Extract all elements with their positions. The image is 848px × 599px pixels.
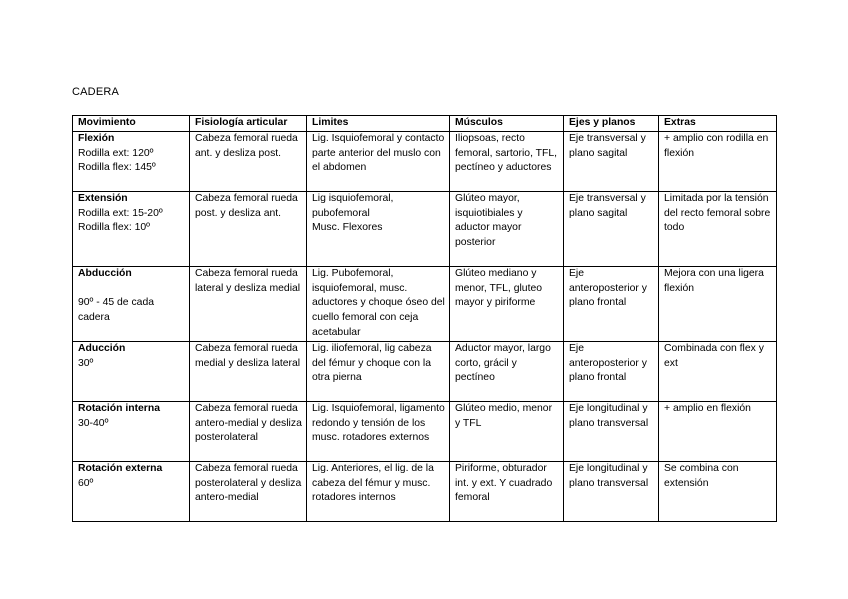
header-ejes: Ejes y planos [564, 116, 659, 132]
cell-movimiento [73, 341, 190, 401]
cell-limites: Lig. Isquiofemoral, ligamento redondo y tensión de los musc. rotadores externos [307, 401, 450, 461]
cell-extras: + amplio con rodilla en flexión [659, 131, 777, 191]
cell-ejes: Eje anteroposterior y plano frontal [564, 266, 659, 341]
movement-range: Rodilla flex: 10º [78, 222, 150, 234]
movement-range: Rodilla ext: 120º [78, 147, 154, 159]
header-limites: Limites [307, 116, 450, 132]
cell-extras: + amplio en flexión [659, 401, 777, 461]
movement-range: 90º - 45 de cada cadera [78, 297, 155, 324]
header-musculos: Músculos [450, 116, 564, 132]
cell-ejes: Eje longitudinal y plano transversal [564, 461, 659, 521]
hip-movements-table [72, 115, 777, 522]
table-row-extension [73, 191, 777, 266]
document-title: CADERA [72, 86, 120, 98]
movement-range: Rodilla ext: 15-20º [78, 207, 163, 219]
cell-fisiologia: Cabeza femoral rueda post. y desliza ant. [190, 191, 307, 266]
cell-musculos: Piriforme, obturador int. y ext. Y cuadrado femoral [450, 461, 564, 521]
cell-limites: Lig. Isquiofemoral y contacto parte anterior del muslo con el abdomen [307, 131, 450, 191]
cell-fisiologia: Cabeza femoral rueda antero-medial y desliza posterolateral [190, 401, 307, 461]
cell-ejes: Eje longitudinal y plano transversal [564, 401, 659, 461]
cell-musculos: Aductor mayor, largo corto, grácil y pectíneo [450, 341, 564, 401]
header-extras: Extras [659, 116, 777, 132]
cell-movimiento [73, 266, 190, 341]
cell-musculos: Glúteo mayor, isquiotibiales y aductor mayor posterior [450, 191, 564, 266]
cell-ejes: Eje anteroposterior y plano frontal [564, 341, 659, 401]
cell-fisiologia: Cabeza femoral rueda lateral y desliza medial [190, 266, 307, 341]
cell-movimiento [73, 191, 190, 266]
movement-name: Flexión [78, 132, 115, 144]
table-row-aduccion [73, 341, 777, 401]
movement-range: 30-40º [78, 417, 109, 429]
cell-limites: Lig. iliofemoral, lig cabeza del fémur y choque con la otra pierna [307, 341, 450, 401]
cell-limites: Lig. Anteriores, el lig. de la cabeza del fémur y musc. rotadores internos [307, 461, 450, 521]
cell-movimiento [73, 131, 190, 191]
blank-line [78, 282, 185, 297]
cell-extras: Limitada por la tensión del recto femoral sobre todo [659, 191, 777, 266]
header-movimiento: Movimiento [73, 116, 190, 132]
cell-limites: Lig. Pubofemoral, isquiofemoral, musc. aductores y choque óseo del cuello femoral con ceja acetabular [307, 266, 450, 341]
cell-fisiologia: Cabeza femoral rueda medial y desliza lateral [190, 341, 307, 401]
cell-ejes: Eje transversal y plano sagital [564, 131, 659, 191]
movement-name: Aducción [78, 342, 126, 354]
cell-movimiento [73, 401, 190, 461]
table-row-rotacion-externa [73, 461, 777, 521]
cell-ejes: Eje transversal y plano sagital [564, 191, 659, 266]
cell-musculos: Glúteo mediano y menor, TFL, gluteo mayor y piriforme [450, 266, 564, 341]
limites-line: Musc. Flexores [312, 222, 383, 234]
cell-extras: Se combina con extensión [659, 461, 777, 521]
movement-name: Abducción [78, 267, 132, 279]
cell-fisiologia: Cabeza femoral rueda ant. y desliza post. [190, 131, 307, 191]
header-fisiologia: Fisiología articular [190, 116, 307, 132]
limites-line: Lig isquiofemoral, pubofemoral [312, 192, 394, 219]
movement-range: Rodilla flex: 145º [78, 162, 156, 174]
movement-range: 60º [78, 477, 94, 489]
movement-name: Rotación externa [78, 462, 163, 474]
cell-fisiologia: Cabeza femoral rueda posterolateral y desliza antero-medial [190, 461, 307, 521]
table-row-abduccion [73, 266, 777, 341]
header-row [73, 116, 777, 132]
movement-range: 30º [78, 357, 94, 369]
table-row-rotacion-interna [73, 401, 777, 461]
cell-musculos: Iliopsoas, recto femoral, sartorio, TFL, pectíneo y aductores [450, 131, 564, 191]
cell-extras: Mejora con una ligera flexión [659, 266, 777, 341]
cell-extras: Combinada con flex y ext [659, 341, 777, 401]
cell-movimiento [73, 461, 190, 521]
movement-name: Rotación interna [78, 402, 160, 414]
cell-limites [307, 191, 450, 266]
table-header [73, 116, 777, 132]
movement-name: Extensión [78, 192, 128, 204]
table-row-flexion [73, 131, 777, 191]
cell-musculos: Glúteo medio, menor y TFL [450, 401, 564, 461]
table-body [73, 131, 777, 521]
